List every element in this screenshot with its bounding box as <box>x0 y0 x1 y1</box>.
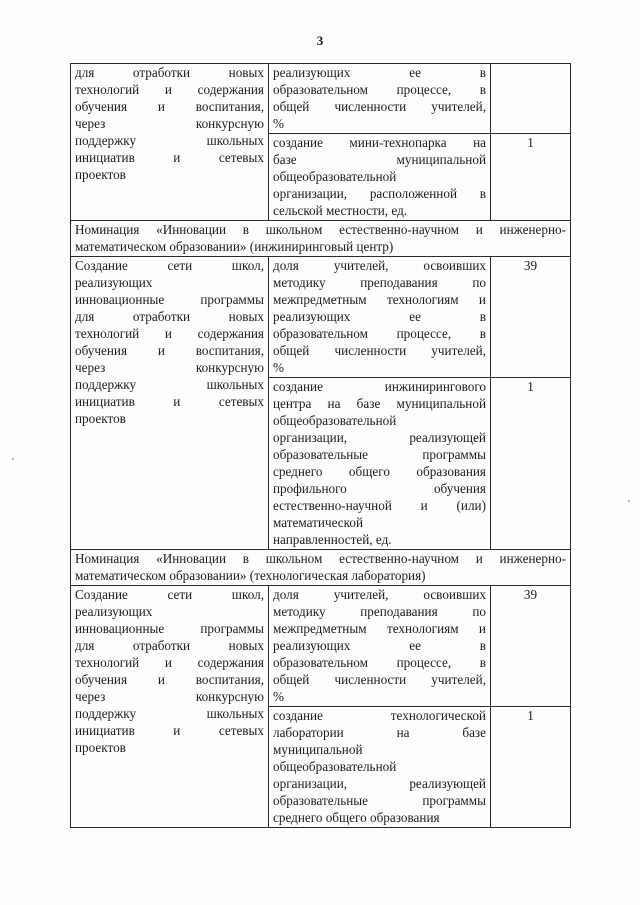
indicator-cell <box>269 378 491 550</box>
text-line: реализующих ее в <box>273 309 486 324</box>
text-line: муниципальной <box>273 742 363 757</box>
text-line: организации, реализующей <box>273 430 486 445</box>
value-cell: 1 <box>491 707 571 828</box>
text-line: % <box>273 689 284 704</box>
text-line: Номинация «Инновации в школьном естественно-научном и инженерно- <box>75 551 566 566</box>
text-line: Номинация «Инновации в школьном естественно-научном и инженерно- <box>75 222 566 237</box>
text-line: среднего общего образования <box>273 464 486 479</box>
text-line: организации, расположенной в <box>273 186 486 201</box>
text-line: технологий и содержания <box>75 326 264 341</box>
text-line: инициатив и сетевых <box>75 150 264 165</box>
text-line: % <box>273 360 284 375</box>
text-line: образовательном процессе, в <box>273 326 486 341</box>
text-line: образовательном процессе, в <box>273 655 486 670</box>
text-line: Создание сети школ, <box>75 258 264 273</box>
text-line: технологий и содержания <box>75 82 264 97</box>
table-row <box>71 64 571 134</box>
indicator-cell <box>269 134 491 221</box>
text-line: через конкурсную <box>75 360 264 375</box>
text-line: технологий и содержания <box>75 655 264 670</box>
text-line: для отработки новых <box>75 65 264 80</box>
text-line: % <box>273 116 284 131</box>
text-line: обучения и воспитания, <box>75 343 264 358</box>
measure-cell <box>71 257 269 550</box>
text-line: через конкурсную <box>75 689 264 704</box>
text-line: доля учителей, освоивших <box>273 587 486 602</box>
text-line: направленностей, ед. <box>273 532 392 547</box>
text-line: создание мини-технопарка на <box>273 135 486 150</box>
value-cell: 1 <box>491 134 571 221</box>
text-line: поддержку школьных <box>75 133 264 148</box>
text-line: реализующих <box>75 604 153 619</box>
text-line: для отработки новых <box>75 309 264 324</box>
indicator-cell <box>269 707 491 828</box>
text-line: межпредметным технологиям и <box>273 621 486 636</box>
text-line: общей численности учителей, <box>273 343 486 358</box>
value-cell: 39 <box>491 586 571 707</box>
text-line: обучения и воспитания, <box>75 672 264 687</box>
text-line: инициатив и сетевых <box>75 394 264 409</box>
text-line: сельской местности, ед. <box>273 203 408 218</box>
text-line: среднего общего образования <box>273 810 440 825</box>
text-line: поддержку школьных <box>75 377 264 392</box>
nomination-row <box>71 221 571 257</box>
text-line: доля учителей, освоивших <box>273 258 486 273</box>
text-line: естественно-научной и (или) <box>273 498 486 513</box>
text-line: общеобразовательной <box>273 169 397 184</box>
value-cell <box>491 64 571 134</box>
nomination-heading <box>71 221 571 257</box>
text-line: инициатив и сетевых <box>75 723 264 738</box>
text-line: базе муниципальной <box>273 152 486 167</box>
text-line: образовательном процессе, в <box>273 82 486 97</box>
text-line: методику преподавания по <box>273 604 486 619</box>
measure-cell <box>71 64 269 221</box>
indicator-cell <box>269 64 491 134</box>
text-line: проектов <box>75 167 126 182</box>
text-line: создание инжинирингового <box>273 379 486 394</box>
table-row <box>71 586 571 707</box>
text-line: создание технологической <box>273 708 486 723</box>
value-cell: 1 <box>491 378 571 550</box>
text-line: через конкурсную <box>75 116 264 131</box>
text-line: организации, реализующей <box>273 776 486 791</box>
text-line: общеобразовательной <box>273 759 397 774</box>
scan-speck <box>12 458 14 460</box>
measure-cell <box>71 586 269 828</box>
text-line: реализующих ее в <box>273 638 486 653</box>
indicator-cell <box>269 586 491 707</box>
text-line: общей численности учителей, <box>273 672 486 687</box>
text-line: профильного обучения <box>273 481 486 496</box>
text-line: методику преподавания по <box>273 275 486 290</box>
text-line: образовательные программы <box>273 793 486 808</box>
text-line: математическом образовании» (технологическая лаборатория) <box>75 568 426 583</box>
text-line: математической <box>273 515 364 530</box>
text-line: общей численности учителей, <box>273 99 486 114</box>
page-number: 3 <box>316 33 324 48</box>
text-line: Создание сети школ, <box>75 587 264 602</box>
text-line: образовательные программы <box>273 447 486 462</box>
text-line: проектов <box>75 411 126 426</box>
text-line: обучения и воспитания, <box>75 99 264 114</box>
text-line: межпредметным технологиям и <box>273 292 486 307</box>
nomination-row <box>71 550 571 586</box>
text-line: реализующих ее в <box>273 65 486 80</box>
text-line: проектов <box>75 740 126 755</box>
text-line: инновационные программы <box>75 292 264 307</box>
text-line: для отработки новых <box>75 638 264 653</box>
text-line: лаборатории на базе <box>273 725 486 740</box>
text-line: математическом образовании» (инжиниринговый центр) <box>75 239 394 254</box>
indicator-cell <box>269 257 491 378</box>
text-line: инновационные программы <box>75 621 264 636</box>
program-indicators-table <box>70 63 571 828</box>
text-line: реализующих <box>75 275 153 290</box>
value-cell: 39 <box>491 257 571 378</box>
nomination-heading <box>71 550 571 586</box>
scan-speck <box>628 500 630 502</box>
text-line: поддержку школьных <box>75 706 264 721</box>
text-line: центра на базе муниципальной <box>273 396 486 411</box>
table-row <box>71 257 571 378</box>
text-line: общеобразовательной <box>273 413 397 428</box>
